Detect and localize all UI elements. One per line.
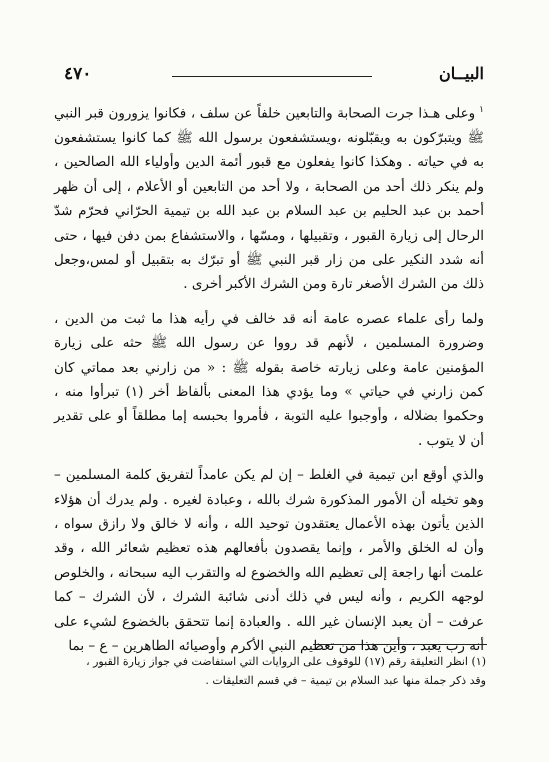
- page-header: [64, 64, 484, 88]
- paragraph: [54, 463, 484, 658]
- running-title: البيــان: [439, 64, 484, 83]
- paragraph: [54, 98, 484, 297]
- footnote-line: (١) انظر التعليقة رقم (١٧) للوقوف على الروايات التي استفاضت في جواز زيارة القبور ،: [86, 655, 486, 668]
- paragraph-text: وعلى هـذا جرت الصحابة والتابعين خلفاً عن سلف ، فكانوا يزورون قبر النبي ﷺ ويتبرّكون به ويقبّلونه ،ويستشفعون برسول الله ﷺ كما كانوا يستشفعون به في حياته . وهكذا كانوا يفعلون مع قبور أئمة الدين وأولياء الله الصالحين ، ولم ينكر ذلك أحد من الصحابة ، ولا أحد من التابعين أو الأعلام ، إلى أن ظهر أحمد بن عبد الحليم بن عبد السلام بن عبد الله بن تيمية الحرّاني فحرّم شدّ الرحال إلى زيارة القبور ، وتقبيلها ، ومسّها ، والاستشفاع بمن دفن فيها ، حتى أنه شدد النكير على من زار قبر النبي ﷺ أو تبرّك به بتقبيل أو لمس،وجعل ذلك من الشرك الأصغر تارة ومن الشرك الأكبر أخرى .: [54, 105, 484, 293]
- paragraph-text: والذي أوقع ابن تيمية في الغلط – إن لم يكن عامداً لتفريق كلمة المسلمين – وهو تخيله أن الأمور المذكورة شرك بالله ، وعبادة لغيره . ولم يدرك أن هؤلاء الذين يأتون بهذه الأعمال يعتقدون توحيد الله ، وأنه لا خالق ولا رازق سواه ، وأن له الخلق والأمر ، وإنما يقصدون بأفعالهم هذه تعظيم شعائر الله ، وقد علمت أنها راجعة إلى تعظيم الله والخضوع له والتقرب اليه سبحانه ، والخلوص لوجهه الكريم ، وأنه ليس في ذلك أدنى شائبة الشرك ، لأن الشرك – كما عرفت – أن يعبد الإنسان غير الله . والعبادة إنما تتحقق بالخضوع لشيء على أنه رب يعبد ، وأين هذا من تعظيم النبي الأكرم وأوصيائه الطاهرين – ع – بما: [54, 467, 484, 655]
- footnote-line: وقد ذكر جملة منها عبد السلام بن تيمية – في قسم التعليقات .: [205, 674, 486, 687]
- paragraph-text: ولما رأى علماء عصره عامة أنه قد خالف في رأيه هذا ما ثبت من الدين ، وضرورة المسلمين ، لأنهم قد رووا عن رسول الله ﷺ حثه على زيارة المؤمنين عامة وعلى زيارته خاصة بقوله ﷺ : « من زارني بعد مماتي كان كمن زارني في حياتي » وما يؤدي هذا المعنى بألفاظ أخر (١) تبرأوا منه ، وحكموا بضلاله ، وأوجبوا عليه التوبة ، فأمروا بحبسه إما مطلقاً أو على تقدير أن لا يتوب .: [54, 310, 484, 449]
- footnote-rule: [313, 644, 487, 645]
- paragraph: [54, 307, 484, 453]
- header-rule: [172, 76, 372, 77]
- main-text: [54, 98, 484, 658]
- footnotes: [54, 652, 486, 690]
- page-number: ٤٧٠: [64, 64, 92, 84]
- paragraph-marker: ١: [479, 105, 484, 115]
